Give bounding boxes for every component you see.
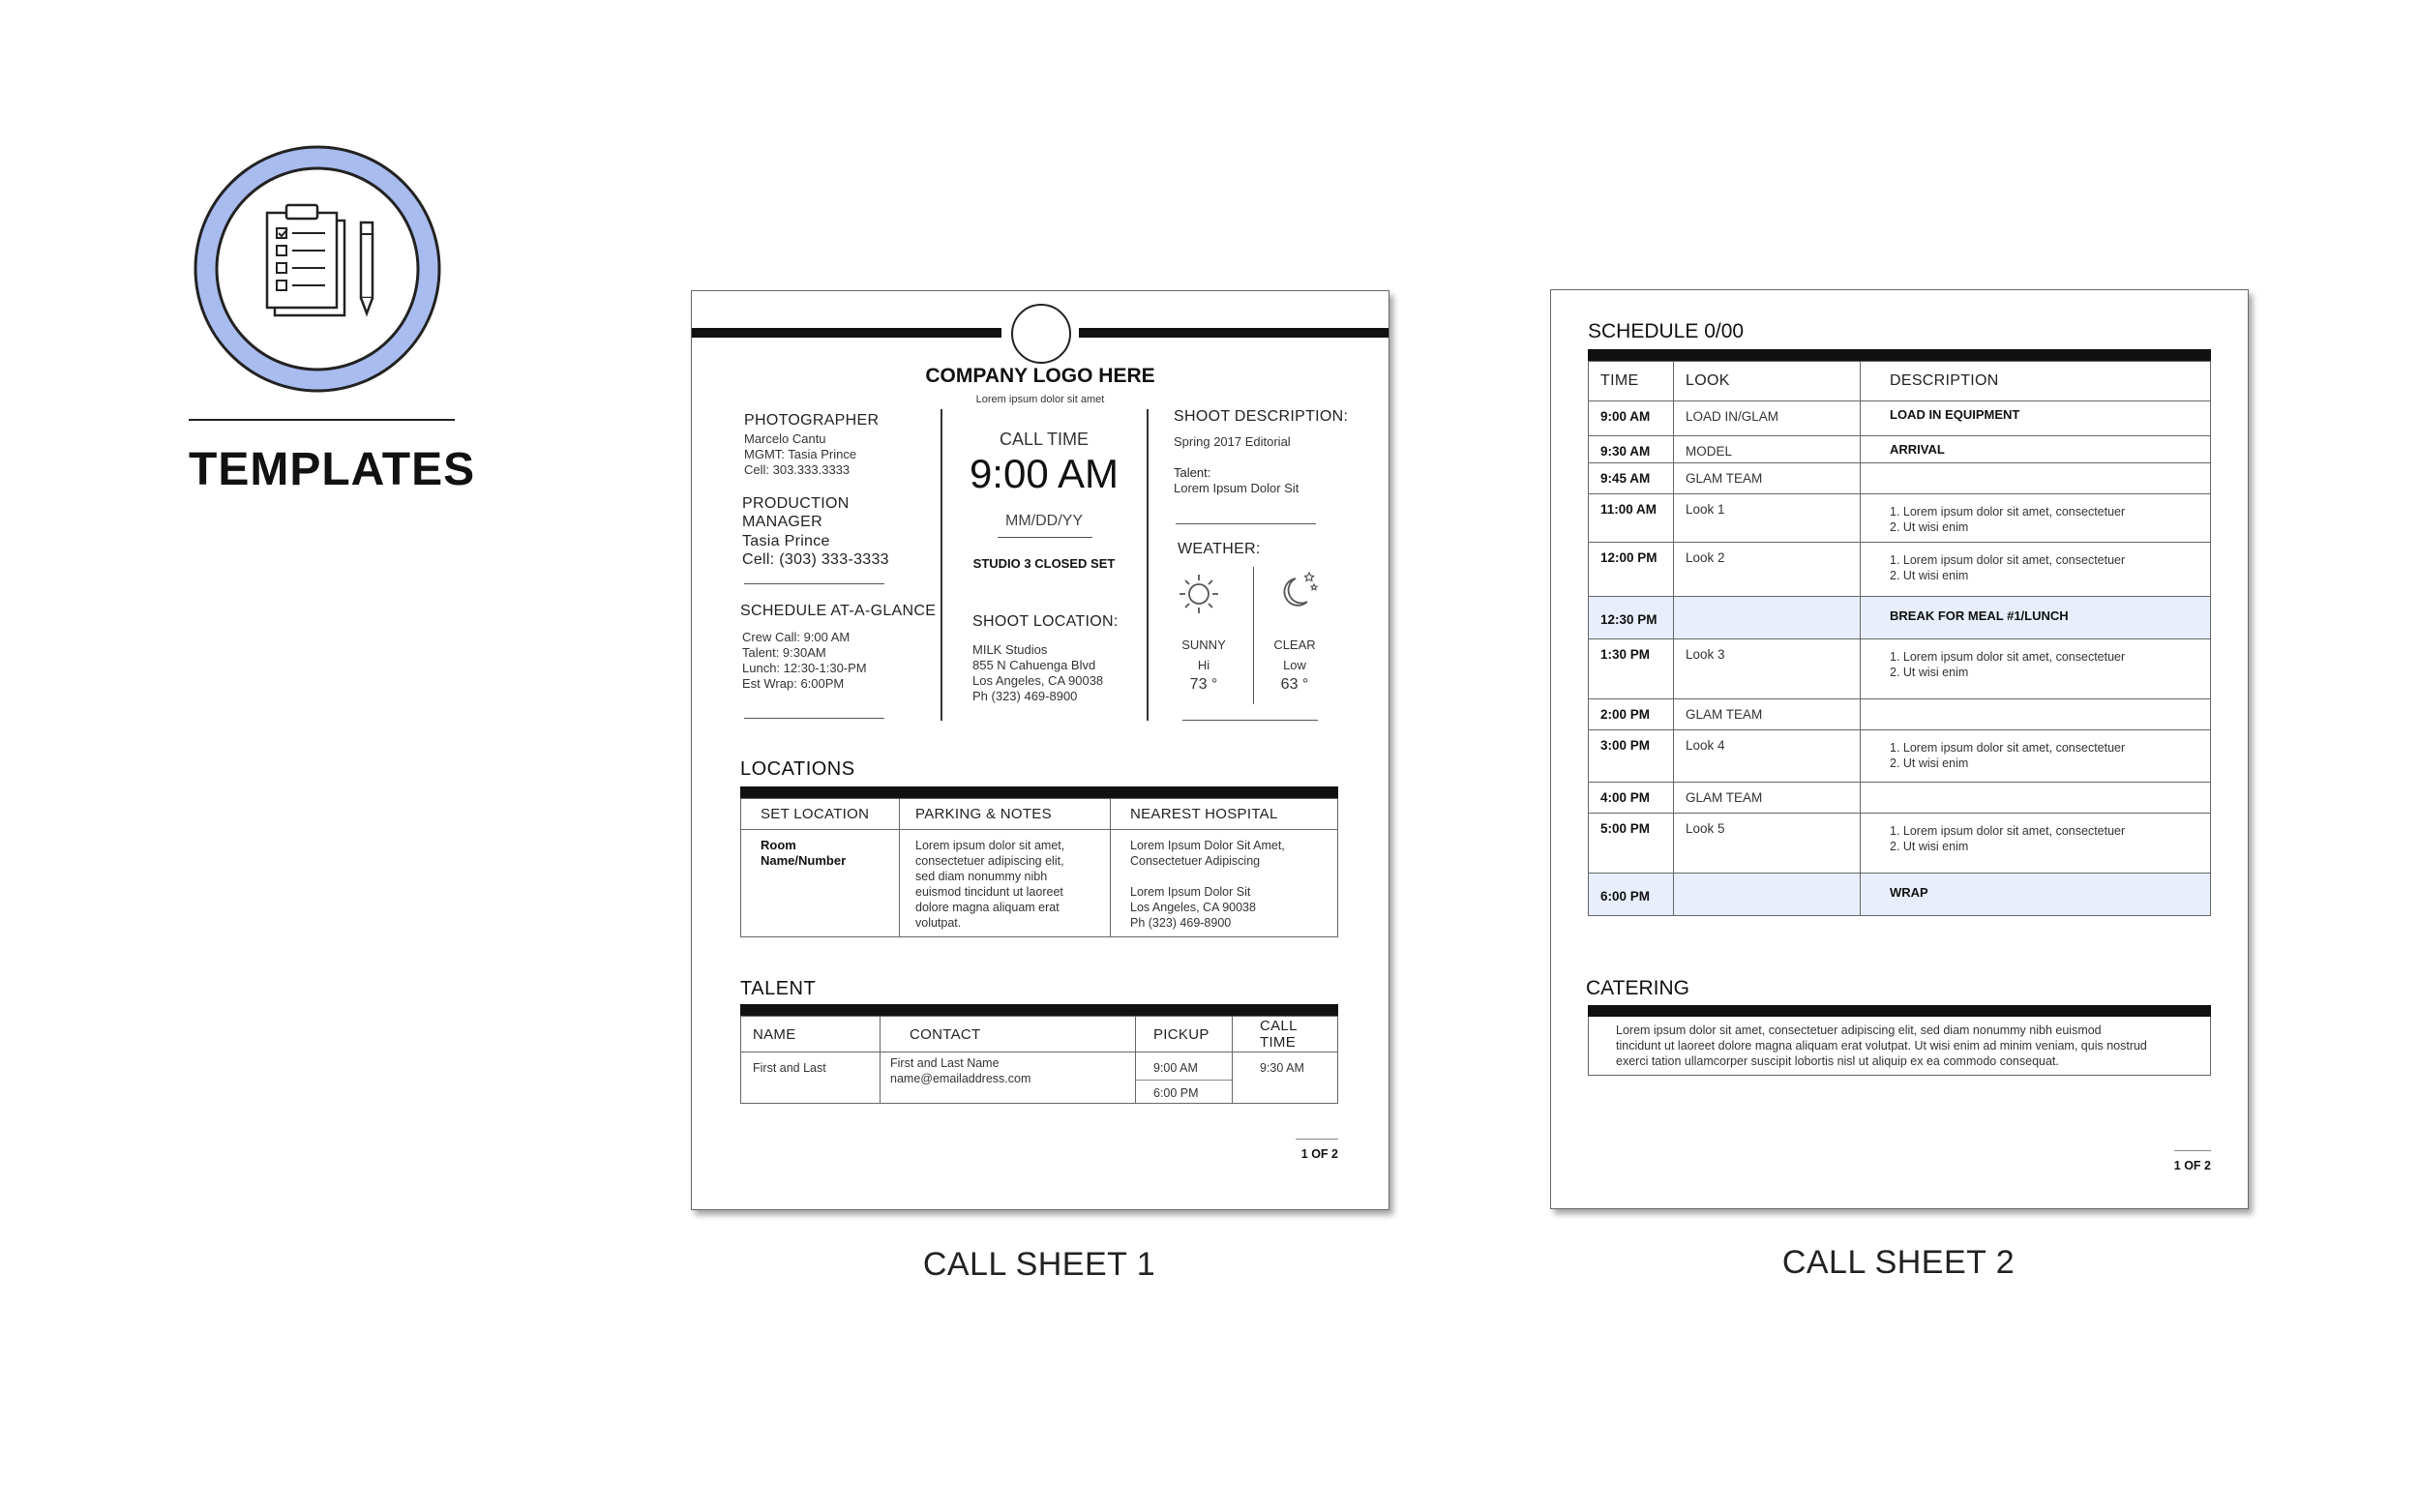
badge-divider xyxy=(189,419,455,421)
schedule-glance-label: SCHEDULE AT-A-GLANCE xyxy=(740,603,937,619)
weather-night-condition: CLEAR xyxy=(1273,637,1316,652)
section-bar xyxy=(1588,1005,2211,1017)
schedule-glance-line: Talent: 9:30AM xyxy=(742,645,826,660)
weather-day-hi-label: Hi xyxy=(1197,658,1210,672)
weather-night-temp: 63 ° xyxy=(1280,676,1309,693)
hospital-line: Lorem Ipsum Dolor Sit xyxy=(1130,885,1251,899)
sheet1-caption: CALL SHEET 1 xyxy=(922,1246,1156,1283)
weather-separator xyxy=(1253,567,1254,704)
note-line: dolore magna aliquam erat xyxy=(915,901,1060,914)
weather-label: WEATHER: xyxy=(1178,541,1261,557)
section-bar xyxy=(1588,349,2211,361)
shoot-location-line: Los Angeles, CA 90038 xyxy=(972,673,1104,688)
schedule-description xyxy=(1861,543,2211,597)
talent-name-cell: First and Last xyxy=(741,1052,881,1104)
room-label: Room xyxy=(761,838,796,852)
talent-header: NAME xyxy=(741,1017,881,1052)
call-date: MM/DD/YY xyxy=(1005,513,1083,529)
schedule-description xyxy=(1861,639,2211,699)
description-line: 2. Ut wisi enim xyxy=(1890,756,1969,770)
schedule-time: 2:00 PM xyxy=(1589,699,1674,730)
sheet2-caption: CALL SHEET 2 xyxy=(1781,1244,2016,1281)
description-line: LOAD IN EQUIPMENT xyxy=(1890,407,2020,422)
description-line: 2. Ut wisi enim xyxy=(1890,520,1969,534)
clipboard-checklist-icon xyxy=(192,143,443,395)
schedule-title: SCHEDULE 0/00 xyxy=(1588,320,1745,342)
description-line: BREAK FOR MEAL #1/LUNCH xyxy=(1890,608,2069,623)
note-line: volutpat. xyxy=(915,916,962,930)
schedule-description xyxy=(1861,494,2211,543)
locations-table xyxy=(740,798,1338,937)
schedule-time: 3:00 PM xyxy=(1589,730,1674,783)
schedule-time: 5:00 PM xyxy=(1589,814,1674,874)
call-time-value: 9:00 AM xyxy=(969,451,1120,496)
schedule-description xyxy=(1861,874,2211,916)
schedule-look: GLAM TEAM xyxy=(1674,463,1861,494)
section-bar xyxy=(740,1004,1338,1016)
shoot-location-label: SHOOT LOCATION: xyxy=(972,613,1119,630)
hospital-line: Lorem Ipsum Dolor Sit Amet, xyxy=(1130,839,1285,852)
schedule-row xyxy=(1589,401,2211,436)
catering-line: Lorem ipsum dolor sit amet, consectetuer adipiscing elit, sed diam nonummy nibh euismod xyxy=(1616,1023,2102,1037)
schedule-body xyxy=(1589,401,2211,916)
schedule-look: Look 5 xyxy=(1674,814,1861,874)
room-label: Name/Number xyxy=(761,853,847,868)
schedule-glance-line: Lunch: 12:30-1:30-PM xyxy=(742,661,867,675)
page-number: 1 OF 2 xyxy=(1300,1147,1338,1161)
description-line: 1. Lorem ipsum dolor sit amet, consectetuer xyxy=(1890,553,2126,567)
schedule-time: 9:30 AM xyxy=(1589,436,1674,463)
locations-header: SET LOCATION xyxy=(741,799,900,830)
page-rule xyxy=(1296,1139,1338,1140)
locations-header: PARKING & NOTES xyxy=(900,799,1111,830)
schedule-look: Look 3 xyxy=(1674,639,1861,699)
description-line: 1. Lorem ipsum dolor sit amet, consectetuer xyxy=(1890,824,2126,838)
schedule-description xyxy=(1861,814,2211,874)
moon-stars-icon xyxy=(1272,569,1321,615)
photographer-line: MGMT: Tasia Prince xyxy=(744,447,857,461)
contact-email[interactable]: name@emailaddress.com xyxy=(890,1072,1031,1085)
schedule-row xyxy=(1589,699,2211,730)
company-logo-text: COMPANY LOGO HERE xyxy=(925,365,1155,387)
shoot-location-line: MILK Studios xyxy=(972,642,1048,657)
schedule-time: 12:30 PM xyxy=(1589,597,1674,639)
description-line: WRAP xyxy=(1890,885,1928,900)
note-line: sed diam nonummy nibh xyxy=(915,870,1048,883)
schedule-header: LOOK xyxy=(1674,362,1861,401)
schedule-description xyxy=(1861,730,2211,783)
divider xyxy=(1176,523,1316,524)
schedule-look: Look 1 xyxy=(1674,494,1861,543)
shoot-location-line: 855 N Cahuenga Blvd xyxy=(972,658,1096,672)
photographer-line: Cell: 303.333.3333 xyxy=(744,462,851,477)
schedule-row xyxy=(1589,463,2211,494)
hospital-spacer xyxy=(1130,869,1337,884)
call-sheet-2[interactable] xyxy=(1550,289,2249,1209)
talent-header: PICKUP xyxy=(1136,1017,1233,1052)
weather-night-low-label: Low xyxy=(1283,658,1306,672)
talent-value: Lorem Ipsum Dolor Sit xyxy=(1174,481,1299,495)
weather-day-condition: SUNNY xyxy=(1181,637,1226,652)
description-line: 1. Lorem ipsum dolor sit amet, consectetuer xyxy=(1890,505,2126,519)
room-cell xyxy=(741,830,900,937)
hospital-cell xyxy=(1111,830,1338,937)
schedule-row xyxy=(1589,874,2211,916)
description-line: 2. Ut wisi enim xyxy=(1890,840,1969,853)
schedule-header: TIME xyxy=(1589,362,1674,401)
schedule-description xyxy=(1861,597,2211,639)
note-line: consectetuer adipiscing elit, xyxy=(915,854,1064,868)
parking-notes-cell xyxy=(900,830,1111,937)
schedule-row xyxy=(1589,494,2211,543)
schedule-row xyxy=(1589,597,2211,639)
divider xyxy=(1182,720,1318,721)
schedule-look: GLAM TEAM xyxy=(1674,699,1861,730)
schedule-row xyxy=(1589,783,2211,814)
talent-calltime-cell: 9:30 AM xyxy=(1233,1052,1338,1104)
catering-box xyxy=(1588,1017,2211,1076)
schedule-time: 1:30 PM xyxy=(1589,639,1674,699)
schedule-look: MODEL xyxy=(1674,436,1861,463)
schedule-time: 11:00 AM xyxy=(1589,494,1674,543)
talent-pickup-cell xyxy=(1136,1052,1233,1104)
talent-header: CONTACT xyxy=(881,1017,1136,1052)
page-rule xyxy=(2174,1150,2211,1151)
catering-line: tincidunt ut laoreet dolore magna aliquam erat volutpat. Ut wisi enim ad minim veniam, quis nostrud xyxy=(1616,1039,2147,1052)
description-line: 1. Lorem ipsum dolor sit amet, consectetuer xyxy=(1890,650,2126,664)
company-tagline: Lorem ipsum dolor sit amet xyxy=(975,394,1105,405)
description-line: 2. Ut wisi enim xyxy=(1890,569,1969,582)
catering-line: exerci tation ullamcorper suscipit lobortis nisl ut aliquip ex ea commodo consequat. xyxy=(1616,1054,2059,1068)
schedule-description xyxy=(1861,699,2211,730)
sun-icon xyxy=(1172,571,1226,617)
shoot-location-line: Ph (323) 469-8900 xyxy=(972,689,1078,703)
divider xyxy=(998,537,1092,538)
schedule-header: DESCRIPTION xyxy=(1861,362,2211,401)
schedule-look: Look 2 xyxy=(1674,543,1861,597)
photographer-label: PHOTOGRAPHER xyxy=(744,412,880,429)
hospital-line: Ph (323) 469-8900 xyxy=(1130,916,1232,930)
schedule-row xyxy=(1589,436,2211,463)
locations-header: NEAREST HOSPITAL xyxy=(1111,799,1338,830)
note-line: Lorem ipsum dolor sit amet, xyxy=(915,839,1065,852)
talent-header: CALL TIME xyxy=(1233,1017,1338,1052)
schedule-description xyxy=(1861,401,2211,436)
shoot-description-value: Spring 2017 Editorial xyxy=(1174,434,1291,449)
column-separator xyxy=(1147,409,1149,721)
contact-name: First and Last Name xyxy=(890,1056,1000,1070)
production-name: Tasia Prince xyxy=(742,533,830,549)
description-line: ARRIVAL xyxy=(1890,442,1945,457)
schedule-description xyxy=(1861,783,2211,814)
catering-title: CATERING xyxy=(1586,977,1689,999)
schedule-look xyxy=(1674,874,1861,916)
shoot-description-label: SHOOT DESCRIPTION: xyxy=(1174,408,1349,425)
set-info: STUDIO 3 CLOSED SET xyxy=(972,556,1116,571)
production-label: MANAGER xyxy=(742,514,822,530)
divider xyxy=(744,718,884,719)
schedule-time: 6:00 PM xyxy=(1589,874,1674,916)
schedule-look: GLAM TEAM xyxy=(1674,783,1861,814)
section-bar xyxy=(740,786,1338,798)
call-time-label: CALL TIME xyxy=(999,430,1090,449)
schedule-description xyxy=(1861,463,2211,494)
header-bar-left xyxy=(692,328,1001,338)
talent-contact-cell xyxy=(881,1052,1136,1104)
schedule-row xyxy=(1589,639,2211,699)
schedule-glance-line: Crew Call: 9:00 AM xyxy=(742,630,851,644)
schedule-row xyxy=(1589,730,2211,783)
pickup-time: 9:00 AM xyxy=(1136,1052,1232,1081)
schedule-glance-line: Est Wrap: 6:00PM xyxy=(742,676,845,691)
divider xyxy=(744,583,884,584)
schedule-time: 12:00 PM xyxy=(1589,543,1674,597)
schedule-time: 4:00 PM xyxy=(1589,783,1674,814)
schedule-description xyxy=(1861,436,2211,463)
description-line: 2. Ut wisi enim xyxy=(1890,666,1969,679)
call-sheet-1[interactable] xyxy=(691,290,1389,1210)
schedule-table xyxy=(1588,361,2211,916)
schedule-look: LOAD IN/GLAM xyxy=(1674,401,1861,436)
production-cell: Cell: (303) 333-3333 xyxy=(742,551,889,568)
description-line: 1. Lorem ipsum dolor sit amet, consectetuer xyxy=(1890,741,2126,755)
schedule-look: Look 4 xyxy=(1674,730,1861,783)
pickup-time: 6:00 PM xyxy=(1153,1086,1199,1100)
schedule-look xyxy=(1674,597,1861,639)
page-number: 1 OF 2 xyxy=(2173,1159,2211,1172)
weather-day-temp: 73 ° xyxy=(1189,676,1218,693)
talent-label: Talent: xyxy=(1174,465,1211,480)
templates-title: TEMPLATES xyxy=(189,444,476,495)
hospital-line: Consectetuer Adipiscing xyxy=(1130,854,1261,868)
hospital-line: Los Angeles, CA 90038 xyxy=(1130,901,1256,914)
photographer-line: Marcelo Cantu xyxy=(744,431,826,446)
note-line: euismod tincidunt ut laoreet xyxy=(915,885,1063,899)
locations-title: LOCATIONS xyxy=(740,758,855,780)
schedule-row xyxy=(1589,543,2211,597)
logo-placeholder xyxy=(1011,304,1071,364)
schedule-row xyxy=(1589,814,2211,874)
header-bar-right xyxy=(1079,328,1389,338)
schedule-time: 9:45 AM xyxy=(1589,463,1674,494)
production-label: PRODUCTION xyxy=(742,495,850,512)
schedule-time: 9:00 AM xyxy=(1589,401,1674,436)
talent-table xyxy=(740,1016,1338,1104)
talent-title: TALENT xyxy=(740,978,817,999)
